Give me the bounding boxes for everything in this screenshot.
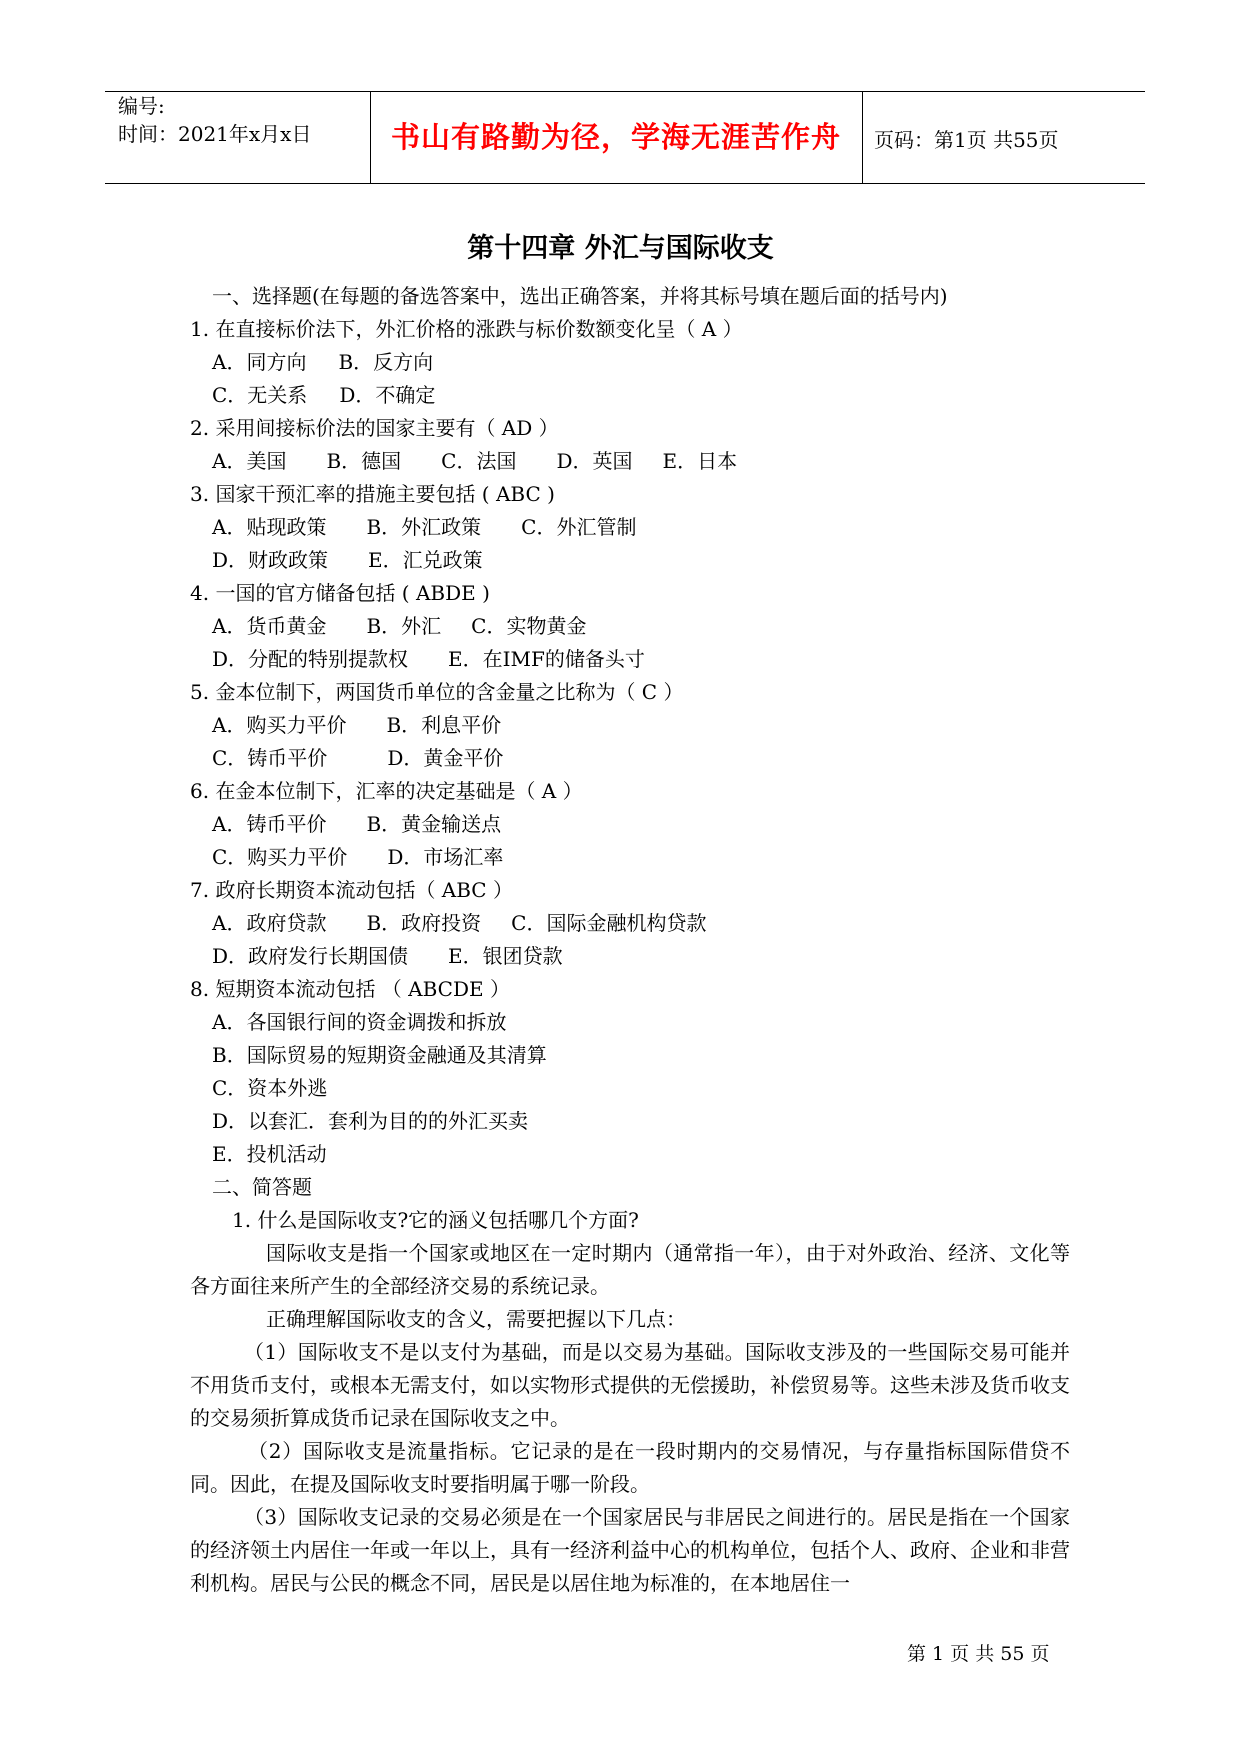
question-8-option-c: C．资本外逃 bbox=[212, 1076, 328, 1100]
option-d: D．黄金平价 bbox=[387, 746, 504, 770]
question-3-options-2 bbox=[190, 544, 1070, 577]
option-c: C．购买力平价 bbox=[212, 845, 348, 869]
question-1-options bbox=[190, 346, 1070, 379]
question-6-options bbox=[190, 808, 1070, 841]
document-time-label: 时间：2021年x月x日 bbox=[118, 122, 312, 146]
question-4-options-2 bbox=[190, 643, 1070, 676]
header-page-number: 页码：第1页 共55页 bbox=[874, 128, 1059, 152]
question-7-stem: 7. 政府长期资本流动包括（ ABC ） bbox=[190, 878, 513, 902]
question-6-stem: 6. 在金本位制下，汇率的决定基础是（ A ） bbox=[190, 779, 583, 803]
answer-paragraph-4: （2）国际收支是流量指标。它记录的是在一段时期内的交易情况，与存量指标国际借贷不同。因此，在提及国际收支时要指明属于哪一阶段。 bbox=[190, 1439, 1070, 1496]
option-a: A．美国 bbox=[212, 449, 287, 473]
answer-paragraph-1: 国际收支是指一个国家或地区在一定时期内（通常指一年），由于对外政治、经济、文化等各方面往来所产生的全部经济交易的系统记录。 bbox=[190, 1241, 1070, 1298]
option-e: E．汇兑政策 bbox=[368, 548, 483, 572]
option-b: B．外汇政策 bbox=[366, 515, 482, 539]
document-number-label: 编号: bbox=[118, 94, 165, 118]
option-e: E．日本 bbox=[662, 449, 738, 473]
header-divider-1 bbox=[370, 91, 371, 183]
question-1-stem: 1. 在直接标价法下，外汇价格的涨跌与标价数额变化呈（ A ） bbox=[190, 317, 743, 341]
document-body bbox=[190, 280, 1070, 1600]
question-7-options bbox=[190, 907, 1070, 940]
question-5-options bbox=[190, 709, 1070, 742]
question-8-stem: 8. 短期资本流动包括 （ ABCDE ） bbox=[190, 977, 510, 1001]
option-a: A．政府贷款 bbox=[212, 911, 327, 935]
question-3-options bbox=[190, 511, 1070, 544]
question-5-stem: 5. 金本位制下，两国货币单位的含金量之比称为（ C ） bbox=[190, 680, 684, 704]
option-b: B．黄金输送点 bbox=[366, 812, 502, 836]
question-5-options-2 bbox=[190, 742, 1070, 775]
option-b: B．利息平价 bbox=[386, 713, 502, 737]
option-a: A．贴现政策 bbox=[212, 515, 327, 539]
option-e: E．在IMF的储备头寸 bbox=[448, 647, 645, 671]
question-8-option-a: A．各国银行间的资金调拨和拆放 bbox=[212, 1010, 507, 1034]
option-c: C．国际金融机构贷款 bbox=[511, 911, 707, 935]
answer-paragraph-2: 正确理解国际收支的含义，需要把握以下几点： bbox=[266, 1307, 686, 1331]
option-c: C．法国 bbox=[441, 449, 517, 473]
option-b: B．政府投资 bbox=[366, 911, 482, 935]
option-c: C．无关系 bbox=[212, 383, 308, 407]
option-b: B．外汇 bbox=[366, 614, 442, 638]
header-bottom-rule bbox=[105, 183, 1145, 184]
question-2-options bbox=[190, 445, 1070, 478]
page-footer: 第 1 页 共 55 页 bbox=[907, 1643, 1050, 1665]
option-c: C．外汇管制 bbox=[521, 515, 637, 539]
question-2-stem: 2. 采用间接标价法的国家主要有（ AD ） bbox=[190, 416, 559, 440]
question-7-options-2 bbox=[190, 940, 1070, 973]
option-a: A．铸币平价 bbox=[212, 812, 327, 836]
chapter-title: 第十四章 外汇与国际收支 bbox=[467, 233, 774, 264]
option-b: B．反方向 bbox=[338, 350, 434, 374]
option-d: D．财政政策 bbox=[212, 548, 329, 572]
header-meta bbox=[118, 92, 368, 148]
option-c: C．实物黄金 bbox=[471, 614, 587, 638]
option-d: D．政府发行长期国债 bbox=[212, 944, 409, 968]
answer-paragraph-3: （1）国际收支不是以支付为基础，而是以交易为基础。国际收支涉及的一些国际交易可能并不用货币支付，或根本无需支付，如以实物形式提供的无偿援助，补偿贸易等。这些未涉及货币收支的交易须折算成货币记录在国际收支之中。 bbox=[190, 1340, 1070, 1430]
header-divider-2 bbox=[862, 91, 863, 183]
question-3-stem: 3. 国家干预汇率的措施主要包括 ( ABC ) bbox=[190, 482, 555, 506]
section1-heading: 一、选择题(在每题的备选答案中，选出正确答案，并将其标号填在题后面的括号内) bbox=[212, 284, 948, 308]
option-b: B．德国 bbox=[326, 449, 402, 473]
question-8-option-b: B．国际贸易的短期资金融通及其清算 bbox=[212, 1043, 547, 1067]
option-c: C．铸币平价 bbox=[212, 746, 328, 770]
option-d: D．英国 bbox=[556, 449, 633, 473]
option-a: A．同方向 bbox=[212, 350, 307, 374]
option-d: D．分配的特别提款权 bbox=[212, 647, 409, 671]
question-4-stem: 4. 一国的官方储备包括 ( ABDE ) bbox=[190, 581, 490, 605]
section2-question-1: 1. 什么是国际收支?它的涵义包括哪几个方面? bbox=[232, 1208, 639, 1232]
answer-paragraph-5: （3）国际收支记录的交易必须是在一个国家居民与非居民之间进行的。居民是指在一个国家的经济领土内居住一年或一年以上，具有一经济利益中心的机构单位，包括个人、政府、企业和非营利机构。居民与公民的概念不同，居民是以居住地为标准的，在本地居住一 bbox=[190, 1505, 1070, 1595]
question-1-options-2 bbox=[190, 379, 1070, 412]
option-a: A．购买力平价 bbox=[212, 713, 347, 737]
question-4-options bbox=[190, 610, 1070, 643]
question-8-option-e: E．投机活动 bbox=[212, 1142, 327, 1166]
header-motto: 书山有路勤为径，学海无涯苦作舟 bbox=[390, 120, 841, 154]
option-e: E．银团贷款 bbox=[448, 944, 563, 968]
question-6-options-2 bbox=[190, 841, 1070, 874]
option-d: D．不确定 bbox=[339, 383, 436, 407]
section2-heading: 二、简答题 bbox=[212, 1175, 312, 1199]
question-8-option-d: D．以套汇．套利为目的的外汇买卖 bbox=[212, 1109, 529, 1133]
option-d: D．市场汇率 bbox=[387, 845, 504, 869]
option-a: A．货币黄金 bbox=[212, 614, 327, 638]
